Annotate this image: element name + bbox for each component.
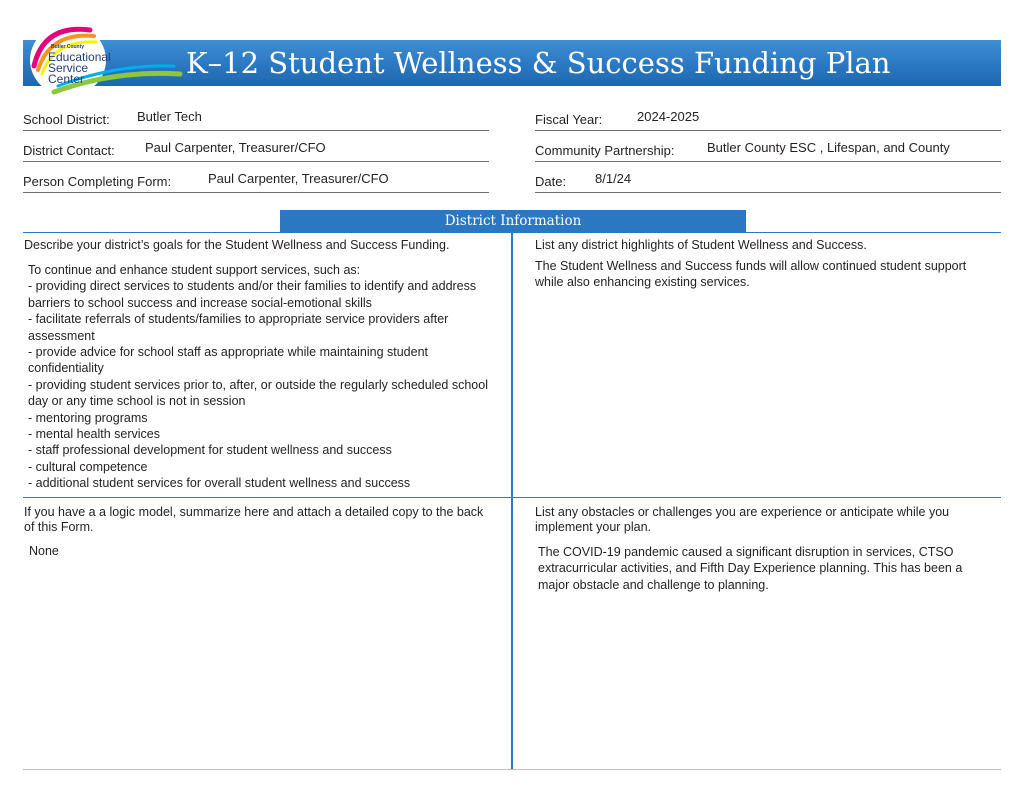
person-completing-label: Person Completing Form: (23, 174, 172, 189)
goals-answer-line: - provide advice for school staff as appropriate while maintaining student confidentiality (28, 345, 428, 376)
logo-line-center: Center (48, 72, 85, 86)
goals-answer-line: - facilitate referrals of students/families to appropriate service providers after assessment (28, 312, 449, 343)
logic-model-question: If you have a a logic model, summarize here and attach a detailed copy to the back of this Form. (24, 505, 484, 534)
section-middle-rule (23, 497, 1001, 498)
goals-answer-line: - additional student services for overall student wellness and success (28, 476, 411, 491)
community-partnership-value[interactable]: Butler County ESC , Lifespan, and County (707, 140, 950, 155)
community-partnership-field (535, 140, 1001, 162)
goals-answer-line: - staff professional development for student wellness and success (28, 443, 392, 458)
goals-answer-line: - providing direct services to students and/or their families to identify and address barriers to school success and increase social-emotional skills (28, 279, 477, 310)
person-completing-value[interactable]: Paul Carpenter, Treasurer/CFO (208, 171, 389, 186)
goals-answer-line: - cultural competence (28, 459, 148, 474)
district-contact-value[interactable]: Paul Carpenter, Treasurer/CFO (145, 140, 326, 155)
district-contact-label: District Contact: (23, 143, 115, 158)
obstacles-question: List any obstacles or challenges you are experience or anticipate while you implement your plan. (535, 505, 950, 534)
goals-question: Describe your district’s goals for the Student Wellness and Success Funding. (24, 238, 450, 252)
school-district-label: School District: (23, 112, 110, 127)
goals-answer-line: - providing student services prior to, after, or outside the regularly scheduled school day or any time school is not in session (28, 377, 488, 409)
fiscal-year-label: Fiscal Year: (535, 112, 603, 127)
logo-small-text: Butler County (51, 44, 85, 50)
date-label: Date: (535, 174, 567, 189)
school-district-value[interactable]: Butler Tech (137, 109, 202, 124)
column-divider (511, 233, 513, 770)
goals-answer-line: - mental health services (28, 427, 161, 442)
fiscal-year-field (535, 109, 1001, 131)
community-partnership-label: Community Partnership: (535, 143, 675, 158)
highlights-question: List any district highlights of Student Wellness and Success. (535, 238, 867, 252)
logo-line-service: Service (48, 61, 89, 75)
district-contact-field (23, 140, 489, 162)
page-title: K–12 Student Wellness & Success Funding Plan (186, 46, 891, 80)
goals-answer-line: - mentoring programs (28, 410, 148, 425)
school-district-field (23, 109, 489, 131)
esc-logo (24, 20, 184, 98)
logo-line-educational: Educational (48, 50, 111, 64)
fiscal-year-value[interactable]: 2024-2025 (637, 109, 700, 124)
goals-answer[interactable] (28, 262, 498, 492)
date-field (535, 171, 1001, 193)
district-information-heading: District Information (280, 210, 746, 233)
highlights-answer[interactable]: The Student Wellness and Success funds will allow continued student support while also enhancing existing services. (535, 259, 967, 290)
logic-model-answer[interactable]: None (29, 544, 59, 558)
date-value[interactable]: 8/1/24 (595, 171, 632, 186)
obstacles-answer[interactable]: The COVID-19 pandemic caused a significant disruption in services, CTSO extracurricular activities, and Fifth Day Experience planning. This has been a major obstacle and challenge to planning. (538, 545, 963, 592)
person-completing-field (23, 171, 489, 193)
goals-answer-line: To continue and enhance student support services, such as: (28, 263, 361, 277)
page-bottom-rule (23, 769, 1001, 770)
